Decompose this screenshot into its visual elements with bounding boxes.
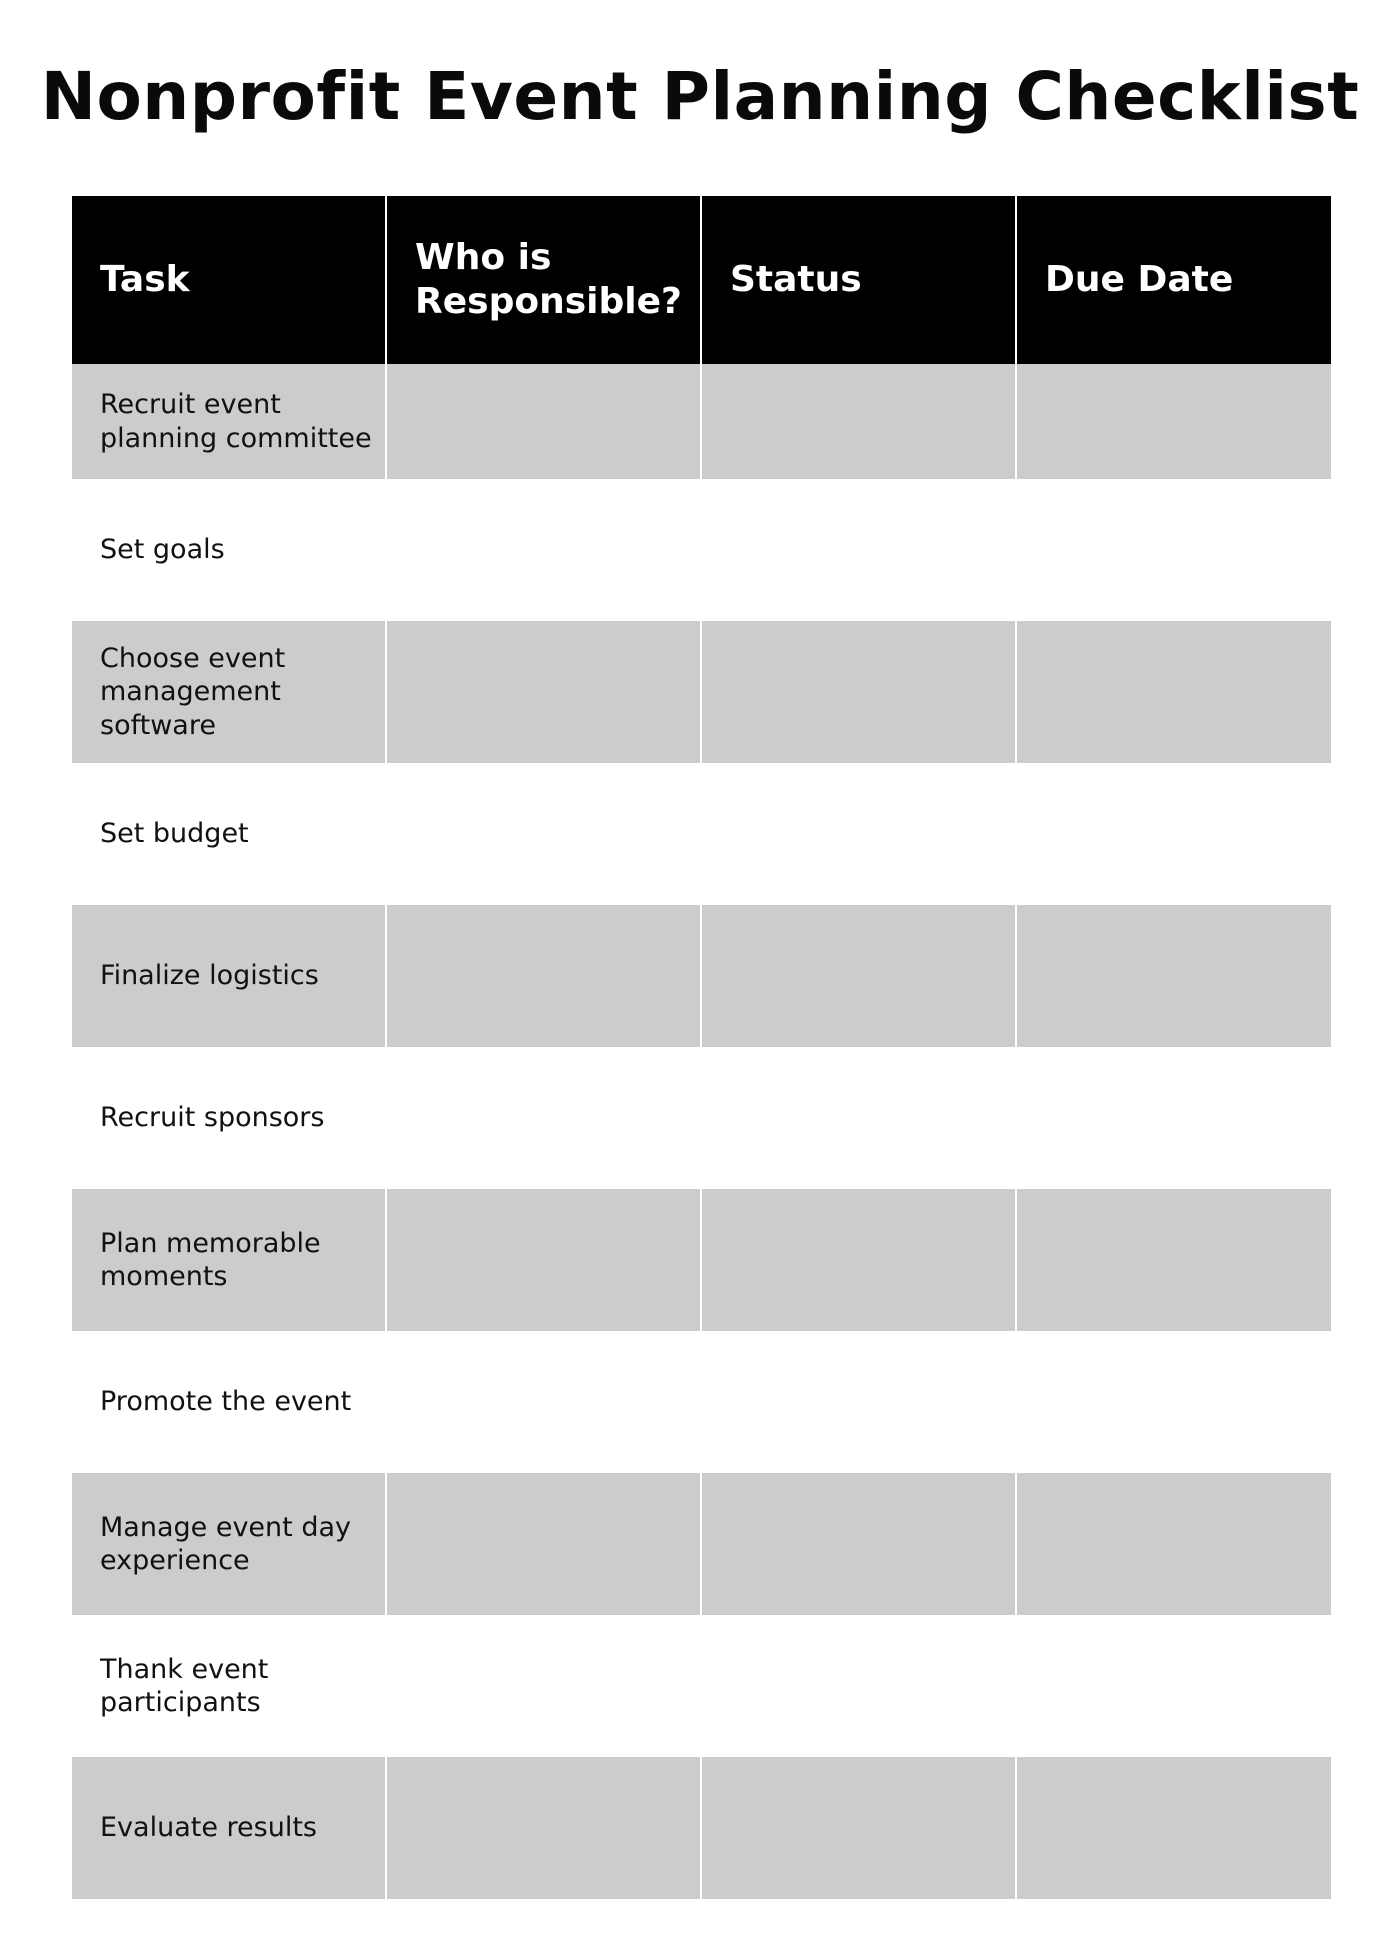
task-cell: Thank event participants [72,1615,385,1757]
due-date-cell [1017,1615,1331,1757]
task-cell: Evaluate results [72,1757,385,1899]
task-cell: Set goals [72,479,385,621]
status-cell [702,1047,1015,1189]
table-row [72,1189,1331,1331]
table-row [72,905,1331,1047]
responsible-cell [387,479,700,621]
due-date-cell [1017,1189,1331,1331]
table-body [72,364,1331,1899]
status-cell [702,1757,1015,1899]
task-cell: Set budget [72,763,385,905]
table-row [72,1757,1331,1899]
responsible-cell [387,364,700,479]
status-cell [702,621,1015,763]
status-cell [702,364,1015,479]
table-row [72,1473,1331,1615]
due-date-cell [1017,763,1331,905]
table-row [72,479,1331,621]
column-header-status: Status [702,196,1015,364]
column-header-due-date: Due Date [1017,196,1331,364]
due-date-cell [1017,479,1331,621]
status-cell [702,905,1015,1047]
status-cell [702,1189,1015,1331]
table-header-row [72,196,1331,364]
responsible-cell [387,763,700,905]
table-row [72,621,1331,763]
page-title: Nonprofit Event Planning Checklist [40,58,1360,135]
task-cell: Plan memorable moments [72,1189,385,1331]
table-row [72,763,1331,905]
table-row [72,1047,1331,1189]
task-cell: Choose event management software [72,621,385,763]
responsible-cell [387,1757,700,1899]
responsible-cell [387,1615,700,1757]
status-cell [702,479,1015,621]
table-row [72,364,1331,479]
checklist-table [72,196,1331,1899]
task-cell: Recruit sponsors [72,1047,385,1189]
due-date-cell [1017,1757,1331,1899]
status-cell [702,1615,1015,1757]
column-header-task: Task [72,196,385,364]
task-cell: Finalize logistics [72,905,385,1047]
status-cell [702,1473,1015,1615]
table-row [72,1615,1331,1757]
responsible-cell [387,1473,700,1615]
responsible-cell [387,1189,700,1331]
due-date-cell [1017,1047,1331,1189]
task-cell: Recruit event planning committee [72,364,385,479]
responsible-cell [387,621,700,763]
task-cell: Promote the event [72,1331,385,1473]
status-cell [702,763,1015,905]
due-date-cell [1017,364,1331,479]
due-date-cell [1017,905,1331,1047]
due-date-cell [1017,621,1331,763]
task-cell: Manage event day experience [72,1473,385,1615]
due-date-cell [1017,1331,1331,1473]
due-date-cell [1017,1473,1331,1615]
status-cell [702,1331,1015,1473]
responsible-cell [387,905,700,1047]
responsible-cell [387,1047,700,1189]
table-row [72,1331,1331,1473]
column-header-responsible: Who is Responsible? [387,196,700,364]
responsible-cell [387,1331,700,1473]
